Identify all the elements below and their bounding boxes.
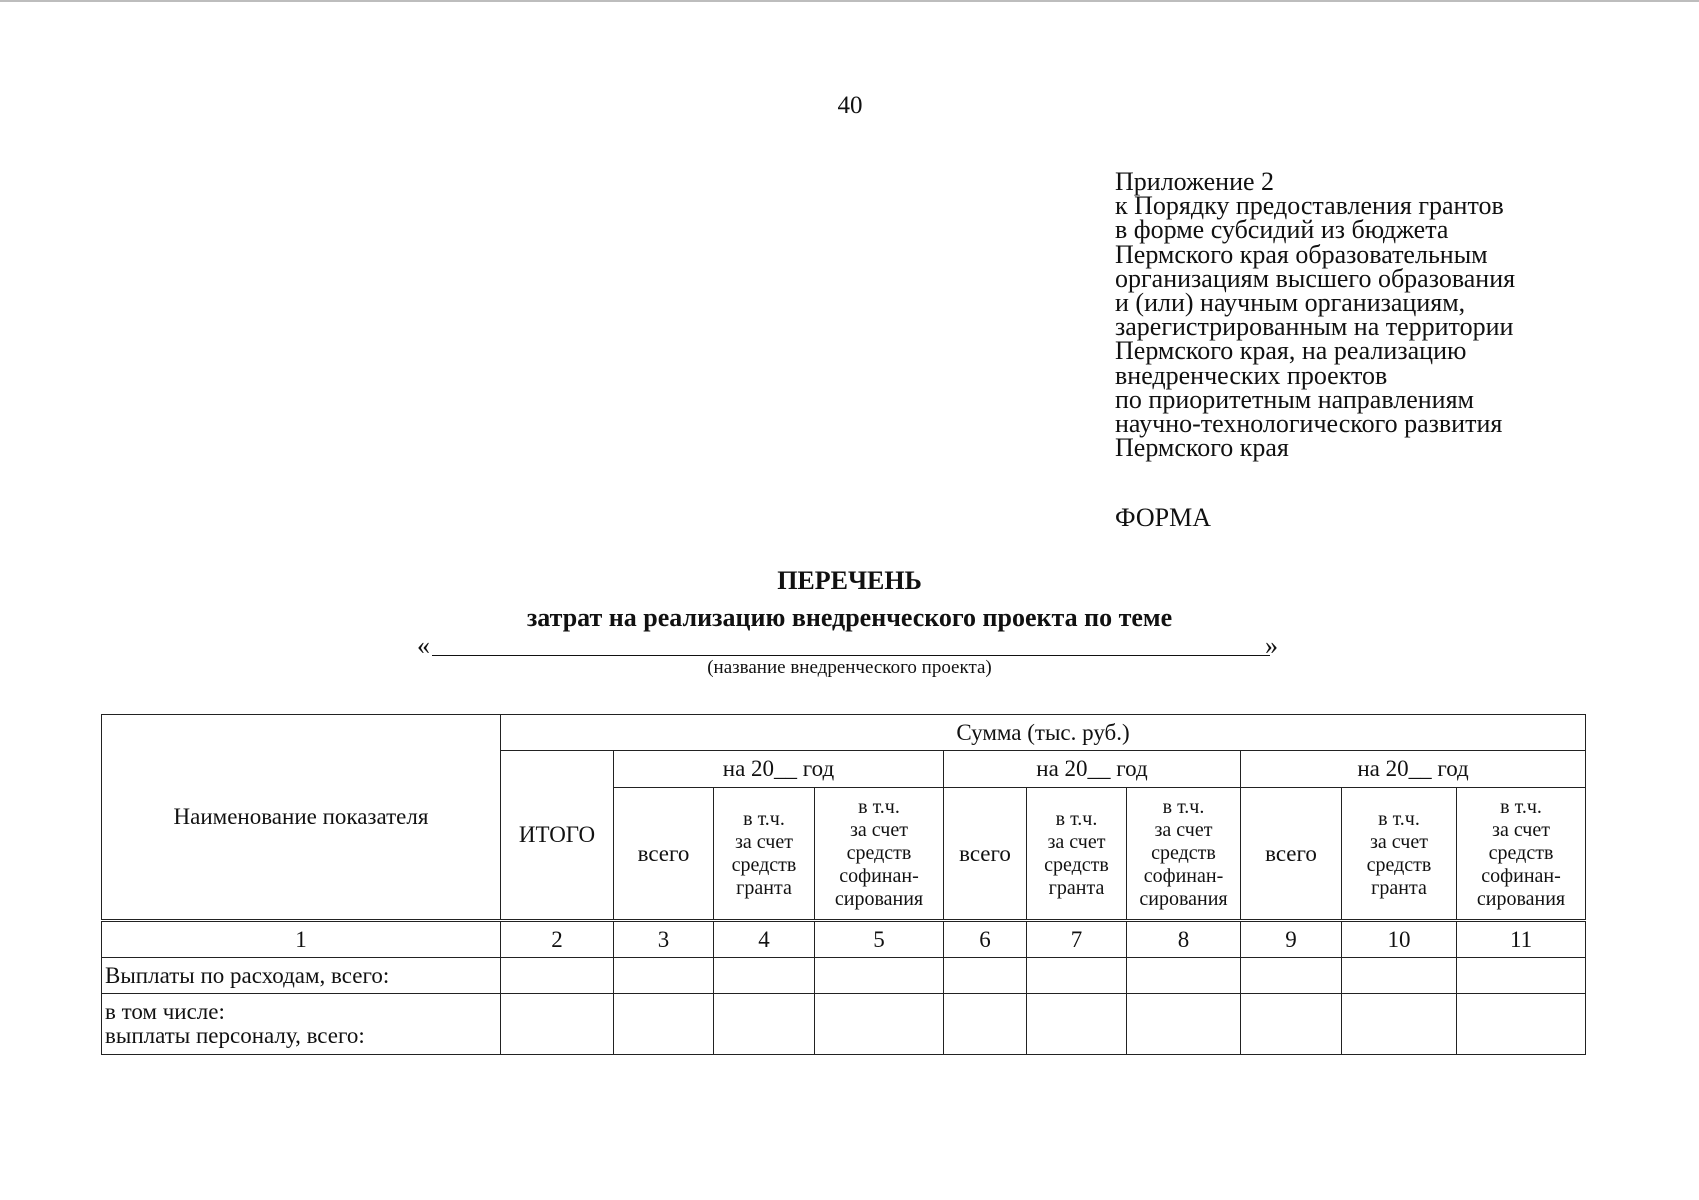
table-cell[interactable] <box>1027 994 1127 1055</box>
column-number: 6 <box>944 921 1027 958</box>
table-cell[interactable] <box>815 994 944 1055</box>
table-cell[interactable] <box>1027 958 1127 994</box>
table-cell[interactable] <box>714 958 815 994</box>
header-cofinancing <box>1127 788 1241 921</box>
header-cofinancing-line: за счет <box>1154 819 1213 841</box>
appendix-note <box>1115 167 1516 463</box>
row-label-line: выплаты персоналу, всего: <box>105 1023 365 1048</box>
document-subtitle: затрат на реализацию внедренческого проекта по теме <box>526 603 1173 632</box>
appendix-line: к Порядку предоставления грантов <box>1115 191 1504 221</box>
table-cell[interactable] <box>1241 958 1342 994</box>
header-grant-line: за счет <box>1370 830 1428 853</box>
column-number: 7 <box>1027 921 1127 958</box>
header-grant-line: за счет <box>1047 830 1106 853</box>
project-name-blank-line <box>432 655 1270 656</box>
appendix-line: организациям высшего образования <box>1115 263 1516 293</box>
table-cell[interactable] <box>944 994 1027 1055</box>
header-cofinancing-line: софинан- <box>1481 865 1561 887</box>
header-total: ИТОГО <box>501 751 614 921</box>
appendix-line: в форме субсидий из бюджета <box>1115 215 1449 245</box>
table-cell[interactable] <box>1127 958 1241 994</box>
table-cell[interactable] <box>1127 994 1241 1055</box>
column-number: 1 <box>102 921 501 958</box>
table-cell[interactable] <box>1342 958 1457 994</box>
header-year-1: на 20__ год <box>614 751 944 788</box>
header-grant <box>1342 788 1457 921</box>
header-indicator: Наименование показателя <box>102 715 501 921</box>
table-cell[interactable] <box>1241 994 1342 1055</box>
row-label <box>102 994 501 1055</box>
row-label: Выплаты по расходам, всего: <box>102 958 501 994</box>
header-year-2: на 20__ год <box>944 751 1241 788</box>
document-title: ПЕРЕЧЕНЬ <box>777 566 922 595</box>
table-cell[interactable] <box>1457 994 1586 1055</box>
row-label-line: в том числе: <box>105 999 225 1024</box>
column-number: 11 <box>1457 921 1586 958</box>
header-cofinancing <box>815 788 944 921</box>
header-all: всего <box>614 788 714 921</box>
table-cell[interactable] <box>714 994 815 1055</box>
header-cofinancing-line: сирования <box>1476 888 1566 910</box>
header-cofinancing-line: в т.ч. <box>1500 796 1542 818</box>
header-grant-line: в т.ч. <box>1055 807 1098 830</box>
appendix-line: внедренческих проектов <box>1115 360 1388 390</box>
header-cofinancing-line: за счет <box>850 819 908 841</box>
header-grant-line: в т.ч. <box>1378 807 1420 830</box>
header-cofinancing-line: средств <box>1151 842 1216 864</box>
table-cell[interactable] <box>501 994 614 1055</box>
header-grant-line: гранта <box>736 876 792 899</box>
table-row <box>102 994 1586 1055</box>
table-cell[interactable] <box>1342 994 1457 1055</box>
header-cofinancing-line: в т.ч. <box>858 796 900 818</box>
table-row <box>102 958 1586 994</box>
header-grant <box>1027 788 1127 921</box>
header-grant-line: средств <box>1366 853 1432 876</box>
appendix-line: и (или) научным организациям, <box>1115 288 1466 318</box>
header-cofinancing-line: софинан- <box>1143 865 1224 887</box>
table-cell[interactable] <box>501 958 614 994</box>
column-number: 10 <box>1342 921 1457 958</box>
header-cofinancing <box>1457 788 1586 921</box>
appendix-line: Пермского края <box>1115 433 1289 463</box>
header-cofinancing-line: за счет <box>1492 819 1550 841</box>
header-year-3: на 20__ год <box>1241 751 1586 788</box>
page-number: 40 <box>837 92 863 119</box>
header-grant-line: средств <box>731 853 797 876</box>
header-cofinancing-line: средств <box>1488 842 1554 864</box>
column-number: 9 <box>1241 921 1342 958</box>
header-cofinancing-line: средств <box>846 842 912 864</box>
header-grant-line: гранта <box>1048 876 1105 899</box>
column-number: 5 <box>815 921 944 958</box>
column-number: 3 <box>614 921 714 958</box>
close-quote: » <box>1265 631 1278 660</box>
cost-table <box>101 714 1586 1055</box>
column-number: 2 <box>501 921 614 958</box>
header-grant-line: средств <box>1044 853 1109 876</box>
appendix-line: Пермского края, на реализацию <box>1115 336 1467 366</box>
table-cell[interactable] <box>1457 958 1586 994</box>
project-name-caption: (название внедренческого проекта) <box>707 657 992 678</box>
header-cofinancing-line: сирования <box>1139 888 1228 910</box>
header-cofinancing-line: в т.ч. <box>1162 796 1205 818</box>
table-cell[interactable] <box>944 958 1027 994</box>
header-cofinancing-line: сирования <box>834 888 924 910</box>
header-all: всего <box>1241 788 1342 921</box>
appendix-line: по приоритетным направлениям <box>1115 384 1475 414</box>
table-cell[interactable] <box>614 994 714 1055</box>
form-label: ФОРМА <box>1115 503 1211 532</box>
header-all: всего <box>944 788 1027 921</box>
appendix-line: зарегистрированным на территории <box>1115 312 1514 342</box>
header-grant-line: в т.ч. <box>743 807 785 830</box>
appendix-line: Приложение 2 <box>1115 167 1275 196</box>
column-number: 4 <box>714 921 815 958</box>
header-cofinancing-line: софинан- <box>839 865 919 887</box>
appendix-line: Пермского края образовательным <box>1115 239 1488 269</box>
open-quote: « <box>417 631 430 660</box>
header-sum: Сумма (тыс. руб.) <box>501 715 1586 751</box>
page-top-edge <box>0 0 1699 2</box>
column-number: 8 <box>1127 921 1241 958</box>
table-cell[interactable] <box>815 958 944 994</box>
appendix-line: научно-технологического развития <box>1115 409 1503 439</box>
header-grant <box>714 788 815 921</box>
table-cell[interactable] <box>614 958 714 994</box>
header-grant-line: гранта <box>1371 876 1427 899</box>
header-grant-line: за счет <box>735 830 793 853</box>
